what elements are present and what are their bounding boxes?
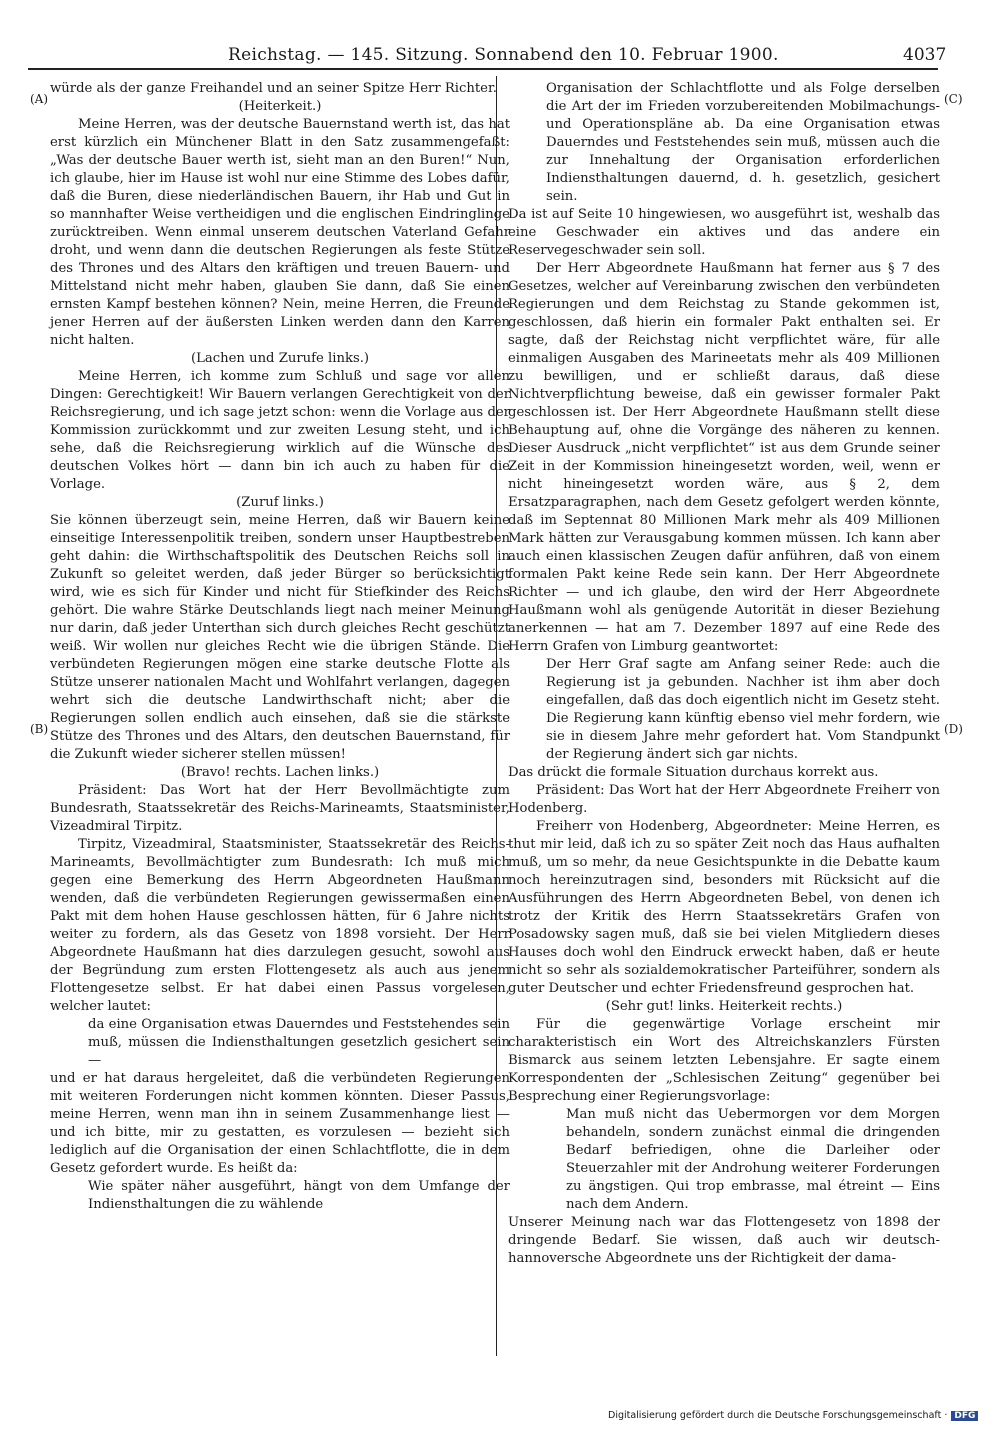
header-rule [28, 68, 938, 70]
paragraph: Für die gegenwärtige Vorlage erscheint mir charakteristisch ein Wort des Altreichskanzlers Fürsten Bismarck aus seinem letzten Lebensjahre. Er sagte einem Korrespondenten der „Schlesischen Zeitung“ gegenüber bei Besprechung einer Regierungsvorlage: [508, 1017, 940, 1104]
paragraph: Da ist auf Seite 10 hingewiesen, wo ausgeführt ist, weshalb das eine Geschwader ein aktives und das andere ein Reservegeschwader sein soll. [508, 207, 940, 258]
paragraph: (Heiterkeit.) [238, 99, 322, 114]
paragraph: Organisation der Schlachtflotte und als Folge derselben die Art der im Frieden vorzubereitenden Mobilmachungs- und Operationspläne ab. Da eine Organisation etwas Dauerndes und Feststehendes sein muß, müssen auch die zur Innehaltung der Organisation erforderlichen Indiensthaltungen dauernd, d. h. gesetzlich, gesichert sein. [546, 81, 940, 204]
paragraph: Der Herr Abgeordnete Haußmann hat ferner aus § 7 des Gesetzes, welcher auf Vereinbarung zwischen den verbündeten Regierungen und dem Reichstag zu Stande gekommen ist, geschlossen, daß hierin ein formaler Pakt enthalten sei. Er sagte, daß der Reichstag nicht verpflichtet wäre, für alle einmaligen Ausgaben des Marineetats mehr als 409 Millionen zu bewilligen, und er schließt daraus, daß diese Nichtverpflichtung beweise, daß ein gewisser formaler Pakt geschlossen ist. Der Herr Abgeordnete Haußmann stellt diese Behauptung auf, ohne die Vorgänge des näheren zu kennen. Dieser Ausdruck „nicht verpflichtet“ ist aus dem Grunde seiner Zeit in der Kommission hineingesetzt worden, weil, wenn er nicht hineingesetzt worden wäre, aus § 2, dem Ersatzparagraphen, nach dem Gesetz gefolgert werden könnte, daß im Septennat 80 Millionen Mark mehr als 409 Millionen Mark hätten zur Verausgabung kommen müssen. Ich kann aber auch einen klassischen Zeugen dafür anführen, daß von einem formalen Pakt keine Rede sein kann. Der Herr Abgeordnete Richter — und ich glaube, den wird der Herr Abgeordnete Haußmann wohl als genügende Autorität in dieser Beziehung anerkennen — hat am 7. Dezember 1897 auf eine Rede des Herrn Grafen von Limburg geantwortet: [508, 261, 940, 654]
margin-marker-b: (B) [30, 722, 49, 736]
paragraph: Der Herr Graf sagte am Anfang seiner Rede: auch die Regierung ist ja gebunden. Nachher ist ihm aber doch eingefallen, daß das doch eigentlich nicht im Gesetz steht. Die Regierung kann künftig ebenso viel mehr fordern, wie sie in diesem Jahre mehr gefordert hat. Vom Standpunkt der Regierung ändert sich gar nichts. [546, 657, 940, 762]
paragraph: da eine Organisation etwas Dauerndes und Feststehendes sein muß, müssen die Indiensthaltungen gesetzlich gesichert sein — [88, 1017, 510, 1068]
paragraph: Sie können überzeugt sein, meine Herren, daß wir Bauern keine einseitige Interessenpolitik treiben, sondern unser Hauptbestreben geht dahin: die Wirthschaftspolitik des Deutschen Reichs soll in Zukunft so geleitet werden, daß jeder Bürger so berücksichtigt wird, wie es sich für Kinder und nicht für Stiefkinder des Reichs gehört. Die wahre Stärke Deutschlands liegt nach meiner Meinung nur darin, daß jeder Unterthan sich durch gleiches Recht geschützt weiß. Wir wollen nur gleiches Recht wie die übrigen Stände. Die verbündeten Regierungen mögen eine starke deutsche Flotte als Stütze unserer nationalen Macht und Wohlfahrt verlangen, dagegen wehrt sich die deutsche Landwirthschaft nicht; aber die Regierungen sollen endlich auch einsehen, daß sie die stärkste Stütze des Thrones und des Altars, den deutschen Bauernstand, für die Zukunft wieder sicherer stellen müssen! [50, 513, 510, 762]
footer-credit: Digitalisierung gefördert durch die Deutsche Forschungsgemeinschaft · [608, 1410, 948, 1421]
dfg-logo: DFG [951, 1411, 978, 1421]
paragraph: Unserer Meinung nach war das Flottengesetz von 1898 der dringende Bedarf. Sie wissen, daß auch wir deutsch-hannoversche Abgeordnete uns der Richtigkeit der dama- [508, 1215, 940, 1266]
margin-marker-a: (A) [30, 92, 49, 106]
paragraph: Präsident: Das Wort hat der Herr Bevollmächtigte zum Bundesrath, Staatssekretär des Reichs-Marineamts, Staatsminister, Vizeadmiral Tirpitz. [50, 783, 510, 834]
paragraph: Meine Herren, was der deutsche Bauernstand werth ist, das hat erst kürzlich ein Münchener Blatt in den Satz zusammengefaßt: „Was der deutsche Bauer werth ist, sieht man an den Buren!“ Nun, ich glaube, hier im Hause ist wohl nur eine Stimme des Lobes dafür, daß die Buren, diese niederländischen Bauern, ihr Hab und Gut in so mannhafter Weise vertheidigen und die englischen Eindringlinge zurücktreiben. Wenn einmal unserem deutschen Vaterland Gefahr droht, und wenn dann die deutschen Regierungen als feste Stütze des Thrones und des Altars den kräftigen und treuen Bauern- und Mittelstand nicht mehr haben, glauben Sie dann, daß Sie einen ernsten Kampf bestehen können? Nein, meine Herren, die Freunde jener Herren auf der äußersten Linken werden dann den Karren nicht halten. [50, 117, 510, 348]
paragraph: (Zuruf links.) [236, 495, 324, 510]
paragraph: (Bravo! rechts. Lachen links.) [180, 765, 380, 780]
paragraph: und er hat daraus hergeleitet, daß die verbündeten Regierungen mit weiteren Forderungen nicht kommen könnten. Dieser Passus, meine Herren, wenn man ihn in seinem Zusammenhange liest — und ich bitte, mir zu gestatten, es vorzulesen — bezieht sich lediglich auf die Organisation der einen Schlachtflotte, die in dem Gesetz gefordert wurde. Es heißt da: [50, 1071, 510, 1176]
page-footer [608, 1410, 978, 1421]
paragraph: würde als der ganze Freihandel und an seiner Spitze Herr Richter. [50, 81, 497, 96]
margin-marker-c: (C) [944, 92, 963, 106]
paragraph: Meine Herren, ich komme zum Schluß und sage vor allen Dingen: Gerechtigkeit! Wir Bauern verlangen Gerechtigkeit von der Reichsregierung, und ich sage jetzt schon: wenn die Vorlage aus der Kommission zurückkommt und zur zweiten Lesung steht, und ich sehe, daß die Reichsregierung wirklich auf die Wünsche des deutschen Volkes hört — dann bin ich auch zu haben für die Vorlage. [50, 369, 510, 492]
paragraph: Wie später näher ausgeführt, hängt von dem Umfange der Indiensthaltungen die zu wählende [88, 1179, 510, 1212]
running-title: Reichstag. — 145. Sitzung. Sonnabend den 10. Februar 1900. [228, 45, 779, 65]
paragraph: (Sehr gut! links. Heiterkeit rechts.) [605, 999, 843, 1014]
left-column [50, 80, 510, 1214]
paragraph: Das drückt die formale Situation durchaus korrekt aus. [508, 765, 879, 780]
paragraph: Man muß nicht das Uebermorgen vor dem Morgen behandeln, sondern zunächst einmal die dringenden Bedarf befriedigen, ohne die Darleiher oder Steuerzahler mit der Androhung weiterer Forderungen zu ängstigen. Qui trop embrasse, mal étreint — Eins nach dem Andern. [566, 1107, 940, 1212]
paragraph: (Lachen und Zurufe links.) [190, 351, 370, 366]
page-number: 4037 [903, 45, 947, 65]
paragraph: Präsident: Das Wort hat der Herr Abgeordnete Freiherr von Hodenberg. [508, 783, 940, 816]
margin-marker-d: (D) [944, 722, 963, 736]
paragraph: Freiherr von Hodenberg, Abgeordneter: Meine Herren, es thut mir leid, daß ich zu so später Zeit noch das Haus aufhalten muß, um so mehr, da neue Gesichtspunkte in die Debatte kaum noch hereinzutragen sind, besonders mit Rücksicht auf die Ausführungen des Herrn Abgeordneten Bebel, von denen ich trotz der Kritik des Herrn Staatssekretärs Grafen von Posadowsky sagen muß, daß sie bei vielen Mitgliedern dieses Hauses doch wohl den Eindruck erweckt haben, daß er heute nicht so sehr als sozialdemokratischer Parteiführer, sondern als guter Deutscher und echter Friedensfreund gesprochen hat. [508, 819, 940, 996]
page-header [0, 0, 1000, 70]
paragraph: Tirpitz, Vizeadmiral, Staatsminister, Staatssekretär des Reichs-Marineamts, Bevollmächtigter zum Bundesrath: Ich muß mich gegen eine Bemerkung des Herrn Abgeordneten Haußmann wenden, daß die verbündeten Regierungen gewissermaßen einen Pakt mit dem hohen Hause geschlossen hätten, für 6 Jahre nichts weiter zu fordern, als das Gesetz von 1898 vorsieht. Der Herr Abgeordnete Haußmann hat dies darzulegen gesucht, sowohl aus der Begründung zum ersten Flottengesetz als auch aus jenem Flottengesetze selbst. Er hat dabei einen Passus vorgelesen, welcher lautet: [50, 837, 510, 1014]
right-column [508, 80, 940, 1268]
